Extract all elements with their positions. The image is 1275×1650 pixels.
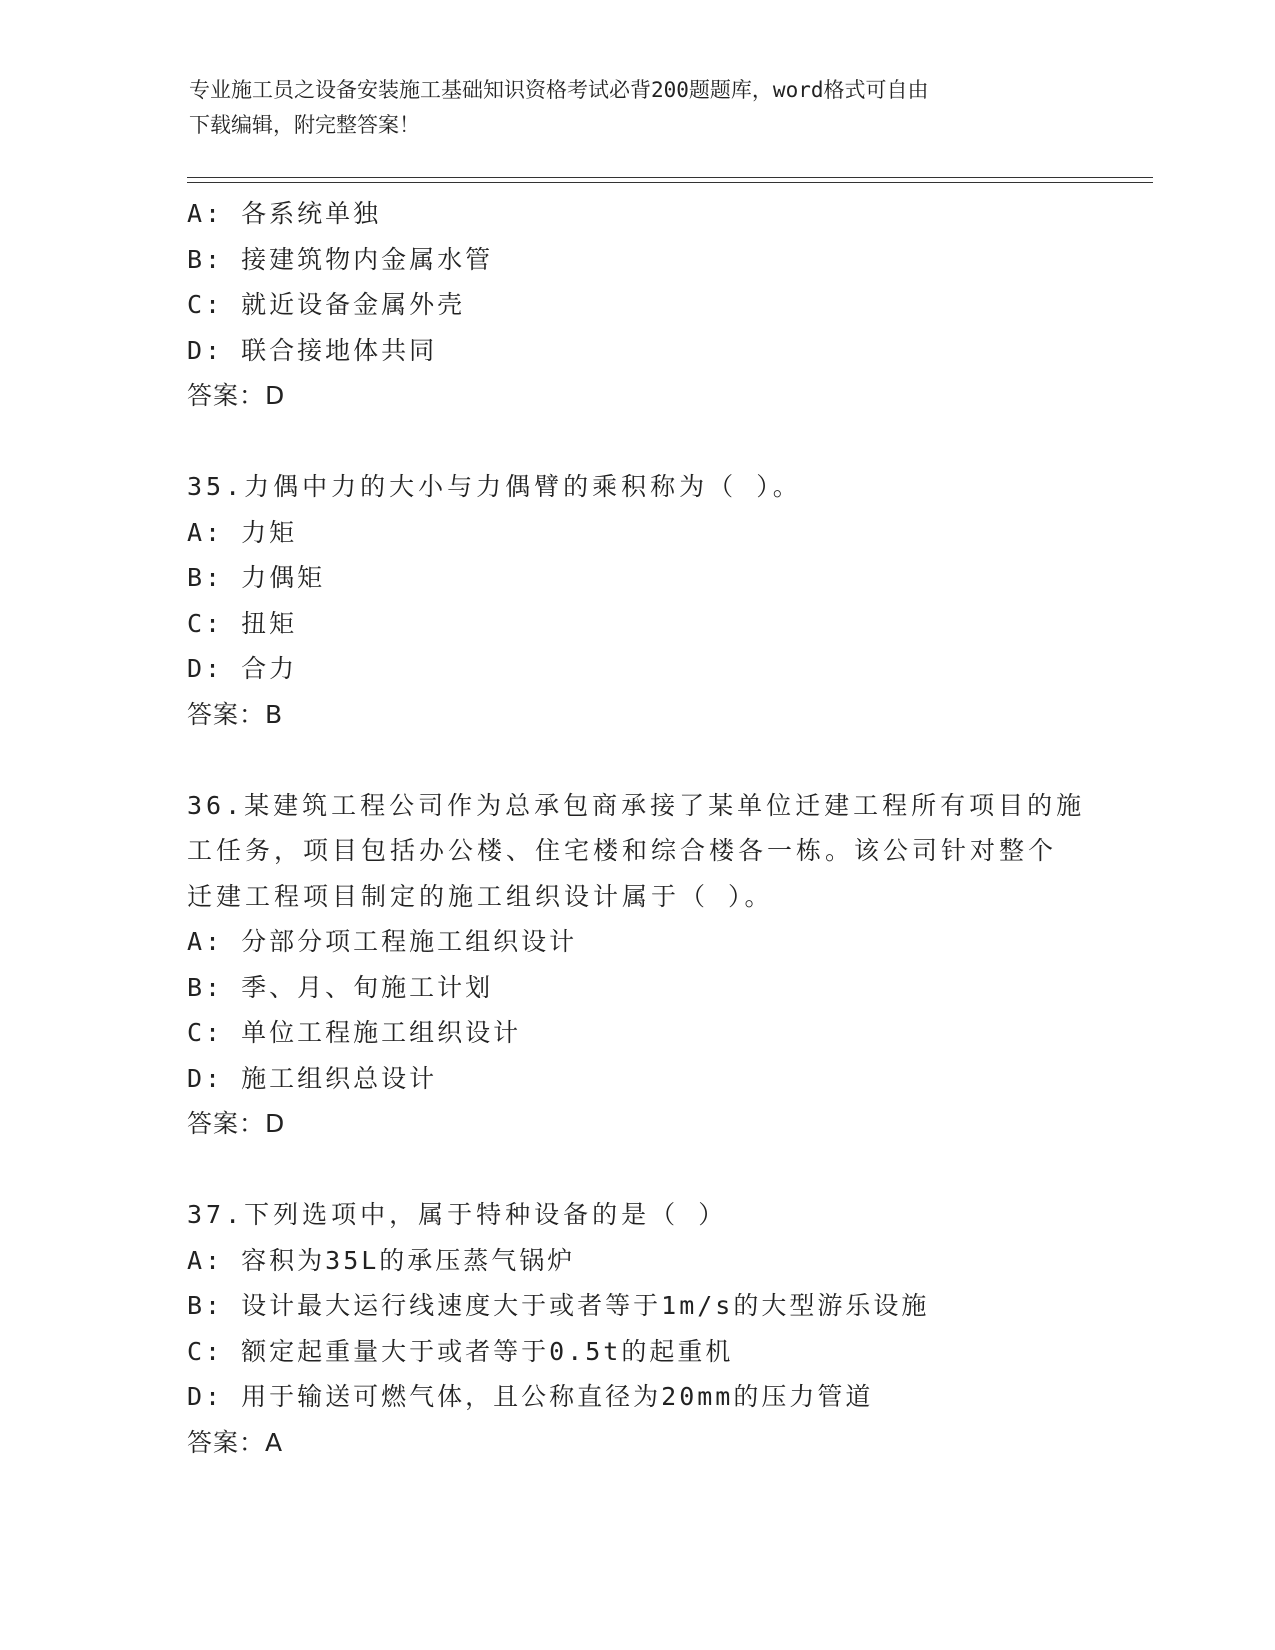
document-header: [189, 73, 1069, 143]
option-a: A: 分部分项工程施工组织设计: [187, 927, 578, 956]
question-title: 35.力偶中力的大小与力偶臂的乘积称为（ ）。: [187, 472, 802, 501]
question-34-partial: [187, 191, 1107, 419]
spacer: [187, 737, 1107, 783]
option-a: A: 力矩: [187, 517, 298, 547]
option-c: C: 扭矩: [187, 608, 298, 638]
header-line-2: 下载编辑，附完整答案！: [189, 113, 420, 137]
question-37: [187, 1192, 1107, 1465]
header-divider-top: [187, 177, 1153, 178]
option-c: C: 单位工程施工组织设计: [187, 1018, 522, 1047]
option-a: A: 各系统单独: [187, 199, 382, 228]
answer: 答案：D: [187, 1109, 286, 1138]
option-b: B: 力偶矩: [187, 563, 326, 592]
option-d: D: 用于输送可燃气体，且公称直径为20mm的压力管道: [187, 1382, 874, 1411]
question-title: 36.某建筑工程公司作为总承包商承接了某单位迁建工程所有项目的施: [187, 790, 1086, 820]
answer: 答案：D: [187, 381, 286, 410]
question-35: [187, 464, 1107, 737]
spacer: [187, 1147, 1107, 1193]
option-d: D: 合力: [187, 654, 298, 683]
option-c: C: 就近设备金属外壳: [187, 290, 466, 319]
option-b: B: 季、月、旬施工计划: [187, 972, 494, 1002]
header-divider-bottom: [187, 182, 1153, 183]
option-d: D: 施工组织总设计: [187, 1063, 438, 1093]
spacer: [187, 419, 1107, 465]
question-36: [187, 783, 1107, 1147]
option-a: A: 容积为35L的承压蒸气锅炉: [187, 1245, 576, 1275]
question-title: 迁建工程项目制定的施工组织设计属于（ ）。: [187, 881, 774, 911]
header-line-1: 专业施工员之设备安装施工基础知识资格考试必背200题题库，word格式可自由: [189, 78, 929, 102]
answer: 答案：A: [187, 1427, 284, 1457]
option-b: B: 设计最大运行线速度大于或者等于1m/s的大型游乐设施: [187, 1291, 930, 1320]
question-list: [187, 191, 1107, 1465]
option-c: C: 额定起重量大于或者等于0.5t的起重机: [187, 1336, 734, 1366]
option-b: B: 接建筑物内金属水管: [187, 244, 494, 274]
question-title: 37.下列选项中，属于特种设备的是（ ）: [187, 1200, 728, 1229]
option-d: D: 联合接地体共同: [187, 335, 438, 365]
answer: 答案：B: [187, 699, 284, 729]
question-title: 工任务，项目包括办公楼、住宅楼和综合楼各一栋。该公司针对整个: [187, 836, 1058, 865]
